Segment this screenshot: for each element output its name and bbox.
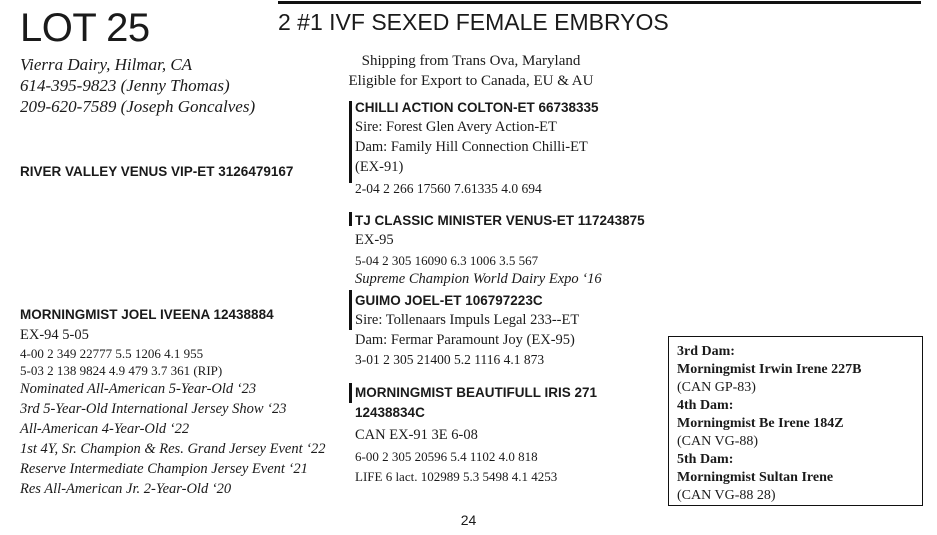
iris-classification: CAN EX-91 3E 6-08 <box>355 427 478 443</box>
embryo-sire-honor: Nominated All-American 5-Year-Old ‘23 <box>20 381 257 397</box>
sire-of-dam-classification: (EX-91) <box>355 159 404 175</box>
sire-of-dam-block <box>355 99 599 199</box>
shipping-line-1: Shipping from Trans Ova, Maryland <box>361 53 581 69</box>
maternal-line-box <box>668 336 923 506</box>
embryo-sire-name: MORNINGMIST JOEL IVEENA 12438884 <box>20 307 274 322</box>
dam-of-dam-honor: Supreme Champion World Dairy Expo ‘16 <box>355 271 602 287</box>
fifth-dam-label: 5th Dam: <box>677 452 734 467</box>
shipping-line-2: Eligible for Export to Canada, EU & AU <box>348 73 594 89</box>
sire-of-dam-sire: Sire: Forest Glen Avery Action-ET <box>355 119 557 135</box>
guimo-dam: Dam: Fermar Paramount Joy (EX-95) <box>355 332 575 348</box>
third-dam-name: Morningmist Irwin Irene 227B <box>677 362 862 377</box>
guimo-record: 3-01 2 305 21400 5.2 1116 4.1 873 <box>355 352 545 367</box>
consignor-farm: Vierra Dairy, Hilmar, CA <box>20 55 193 74</box>
sire-of-dam-name: CHILLI ACTION COLTON-ET 66738335 <box>355 100 599 115</box>
sire-of-dam-record: 2-04 2 266 17560 7.61335 4.0 694 <box>355 181 542 196</box>
third-dam-label: 3rd Dam: <box>677 344 735 359</box>
iris-block <box>355 384 597 485</box>
iris-record-2: LIFE 6 lact. 102989 5.3 5498 4.1 4253 <box>355 469 558 484</box>
page-number: 24 <box>460 512 477 528</box>
embryo-sire-honor: Res All-American Jr. 2-Year-Old ‘20 <box>20 481 232 497</box>
third-dam-classification: (CAN GP-83) <box>677 380 756 395</box>
shipping-info <box>340 51 602 91</box>
fourth-dam-name: Morningmist Be Irene 184Z <box>677 416 844 431</box>
consignor-phone-1: 614-395-9823 (Jenny Thomas) <box>20 76 230 95</box>
dam-of-dam-classification: EX-95 <box>355 232 394 248</box>
guimo-block <box>355 292 579 370</box>
lot-headline: 2 #1 IVF SEXED FEMALE EMBRYOS <box>278 9 669 35</box>
embryo-sire-honor: 1st 4Y, Sr. Champion & Res. Grand Jersey Event ‘22 <box>20 441 326 457</box>
dam-of-dam-block <box>355 212 645 289</box>
fourth-dam-label: 4th Dam: <box>677 398 734 413</box>
embryo-sire-record-2: 5-03 2 138 9824 4.9 479 3.7 361 (RIP) <box>20 363 223 378</box>
iris-record-1: 6-00 2 305 20596 5.4 1102 4.0 818 <box>355 449 538 464</box>
consignor-info <box>20 54 255 117</box>
embryo-sire-classification: EX-94 5-05 <box>20 327 89 343</box>
lot-number: LOT 25 <box>20 6 150 50</box>
dam-of-dam-name: TJ CLASSIC MINISTER VENUS-ET 117243875 <box>355 213 645 228</box>
header-rule <box>278 1 921 4</box>
embryo-sire-honor: 3rd 5-Year-Old International Jersey Show ‘23 <box>20 401 287 417</box>
pedigree-bracket-lower <box>349 290 352 330</box>
embryo-sire-honor: All-American 4-Year-Old ‘22 <box>20 421 190 437</box>
embryo-sire-block <box>20 306 326 499</box>
pedigree-bracket-lower-dam <box>349 383 352 403</box>
consignor-phone-2: 209-620-7589 (Joseph Goncalves) <box>20 97 256 116</box>
fifth-dam-classification: (CAN VG-88 28) <box>677 488 776 503</box>
guimo-sire: Sire: Tollenaars Impuls Legal 233--ET <box>355 312 580 328</box>
dam-of-dam-record: 5-04 2 305 16090 6.3 1006 3.5 567 <box>355 253 539 268</box>
pedigree-bracket-upper-dam <box>349 212 352 226</box>
embryo-sire-record-1: 4-00 2 349 22777 5.5 1206 4.1 955 <box>20 346 204 361</box>
embryo-dam-name: RIVER VALLEY VENUS VIP-ET 3126479167 <box>20 164 294 179</box>
fourth-dam-classification: (CAN VG-88) <box>677 434 759 449</box>
iris-name-line-1: MORNINGMIST BEAUTIFULL IRIS 271 <box>355 385 598 400</box>
sire-of-dam-dam: Dam: Family Hill Connection Chilli-ET <box>355 139 588 155</box>
fifth-dam-name: Morningmist Sultan Irene <box>677 470 834 485</box>
iris-name-line-2: 12438834C <box>355 405 425 420</box>
guimo-name: GUIMO JOEL-ET 106797223C <box>355 293 543 308</box>
embryo-sire-honor: Reserve Intermediate Champion Jersey Event ‘21 <box>20 461 308 477</box>
pedigree-bracket-upper <box>349 101 352 183</box>
